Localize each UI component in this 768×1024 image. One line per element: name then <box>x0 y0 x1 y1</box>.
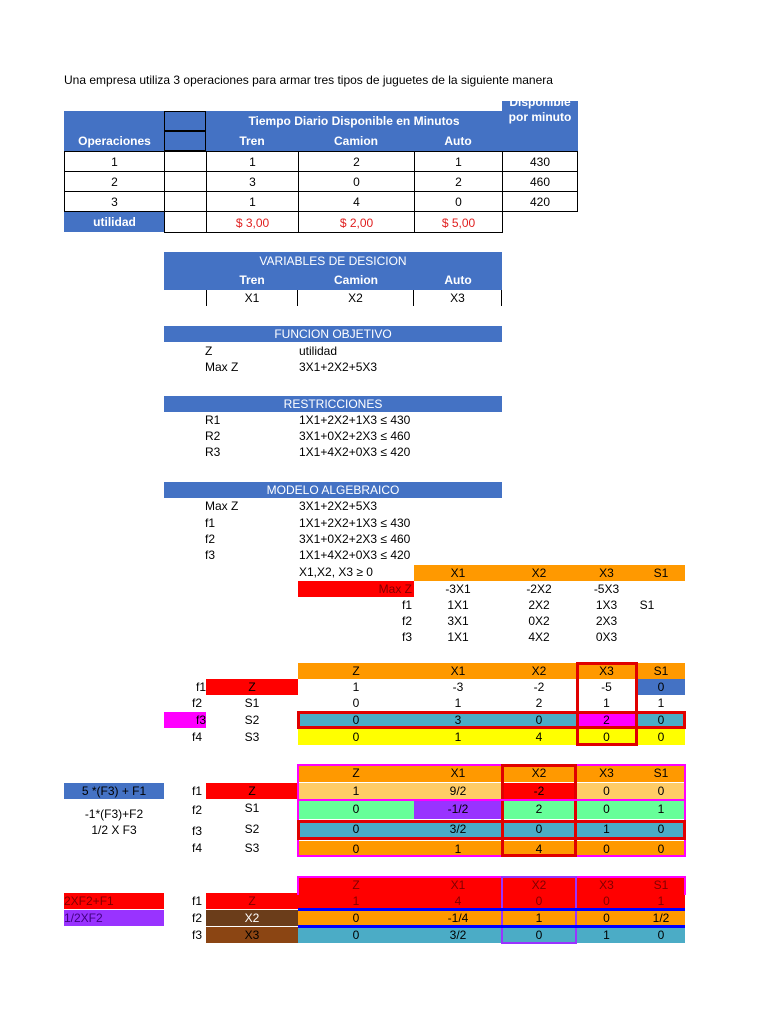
table1-row3-auto: 0 <box>414 191 503 212</box>
t3-cell: -1/4 <box>414 910 502 926</box>
table1-row1-blank <box>164 151 207 172</box>
restriccion-label: R1 <box>205 413 221 427</box>
std-cell: S1 <box>639 598 655 612</box>
std-header-x3: X3 <box>576 565 637 581</box>
t3-row-f: f1 <box>192 894 203 908</box>
t3-cell: 1 <box>637 893 685 909</box>
t3-cell: 3/2 <box>414 927 502 943</box>
table1-row3-disp: 420 <box>502 191 578 212</box>
t3-header-x1: X1 <box>414 877 502 893</box>
t2-cell: 2 <box>502 801 576 819</box>
t2-row-f: f2 <box>192 803 203 817</box>
std-cell: 1X1 <box>447 630 469 644</box>
t1-cell: 4 <box>502 729 576 745</box>
t1-row-basis: Z <box>206 679 298 695</box>
t2-cell: 0 <box>637 841 685 856</box>
t1-cell: 0 <box>298 729 414 745</box>
t3-row-basis: X3 <box>206 927 298 943</box>
table1-row1-tren: 1 <box>206 151 299 172</box>
std-row-label: f1 <box>401 598 412 612</box>
t1-cell: 0 <box>637 679 685 695</box>
t1-cell: 0 <box>576 729 637 745</box>
t2-header-x3: X3 <box>576 765 637 782</box>
restriccion-value: 3X1+0X2+2X3 ≤ 460 <box>299 429 411 443</box>
t1-header-x2: X2 <box>502 663 576 679</box>
t3-row-basis: X2 <box>206 910 298 926</box>
table1-row1-camion: 2 <box>298 151 415 172</box>
std-cell: -3X1 <box>445 582 471 596</box>
t3-op-1: 2XF2+F1 <box>64 893 164 909</box>
t2-cell: 4 <box>502 841 576 856</box>
t2-cell: 9/2 <box>414 783 502 799</box>
variables-col-tren: Tren <box>206 270 298 290</box>
t1-cell: -2 <box>533 680 545 694</box>
t1-cell: 1 <box>352 680 360 694</box>
table1-row2-auto: 2 <box>414 171 503 192</box>
t1-cell: 0 <box>298 712 414 728</box>
table1-col-tren: Tren <box>206 131 298 151</box>
t1-row-f: f1 <box>195 680 206 694</box>
std-cell: -2X2 <box>526 582 552 596</box>
t2-row-basis: S2 <box>244 822 260 836</box>
restriccion-label: R2 <box>205 429 221 443</box>
t3-op-2: 1/2XF2 <box>64 910 164 926</box>
t3-header-x3: X3 <box>576 877 637 893</box>
t2-cell: 0 <box>637 821 685 839</box>
t3-cell: 0 <box>637 927 685 943</box>
modelo-value: 3X1+2X2+5X3 <box>299 499 378 513</box>
t1-cell: 0 <box>352 696 360 710</box>
t1-cell: 3 <box>414 712 502 728</box>
t2-header-s1: S1 <box>637 765 685 782</box>
t2-cell: 0 <box>502 821 576 839</box>
std-cell: 4X2 <box>528 630 550 644</box>
t2-op-3: 1/2 X F3 <box>91 823 137 837</box>
t1-cell: -5 <box>601 680 612 694</box>
table1-row1-disp: 430 <box>502 151 578 172</box>
t2-row-f: f4 <box>192 841 203 855</box>
t2-row-basis: S3 <box>244 841 260 855</box>
table1-header-blank <box>64 111 165 131</box>
t3-cell: 1 <box>502 910 576 926</box>
t2-cell: 0 <box>576 783 637 799</box>
variables-col-blank <box>164 270 206 290</box>
t2-cell: 1 <box>298 783 414 799</box>
variables-x3: X3 <box>414 290 502 306</box>
variables-header: VARIABLES DE DESICION <box>164 252 502 270</box>
t1-row-basis: S2 <box>244 713 260 727</box>
t3-cell: 1 <box>298 893 414 909</box>
t1-cell: 1 <box>657 696 665 710</box>
modelo-label: f3 <box>205 548 216 562</box>
table1-row2-op: 2 <box>64 171 165 192</box>
table1-utilidad-label: utilidad <box>64 212 165 232</box>
t2-header-x2: X2 <box>502 765 576 782</box>
std-cell: 1X1 <box>447 598 469 612</box>
t1-cell: -3 <box>452 680 464 694</box>
t2-cell: -1/2 <box>414 801 502 819</box>
t3-header-z: Z <box>298 877 414 893</box>
table1-row2-camion: 0 <box>298 171 415 192</box>
t3-cell: 1/2 <box>637 910 685 926</box>
t1-row-basis: S1 <box>244 696 260 710</box>
table1-header-empty <box>164 111 206 131</box>
table1-col-auto: Auto <box>414 131 502 151</box>
modelo-label: f1 <box>205 516 216 530</box>
table1-row1-auto: 1 <box>414 151 503 172</box>
t2-cell: 0 <box>576 841 637 856</box>
t2-cell: 1 <box>637 801 685 819</box>
restriccion-value: 1X1+2X2+1X3 ≤ 430 <box>299 413 411 427</box>
t1-cell: 1 <box>603 696 610 710</box>
t2-cell: -2 <box>502 783 576 799</box>
table1-header-empty2 <box>164 131 206 151</box>
std-row-label: f2 <box>401 614 412 628</box>
std-header-x2: X2 <box>502 565 576 581</box>
t2-row-basis: S1 <box>244 801 260 815</box>
t1-header-z: Z <box>298 663 414 679</box>
restriccion-value: 1X1+4X2+0X3 ≤ 420 <box>299 445 411 459</box>
table1-utilidad-auto: $ 5,00 <box>414 211 503 233</box>
table1-utilidad-tren: $ 3,00 <box>206 211 299 233</box>
t2-cell: 1 <box>576 821 637 839</box>
modelo-label: f2 <box>205 532 216 546</box>
t3-cell: 0 <box>502 927 576 943</box>
t2-row-f: f3 <box>192 824 203 838</box>
table1-row3-tren: 1 <box>206 191 299 212</box>
modelo-label: Max Z <box>205 499 239 513</box>
table1-row2-disp: 460 <box>502 171 578 192</box>
table1-row3-blank <box>164 191 207 212</box>
t1-header-x1: X1 <box>414 663 502 679</box>
t3-cell: 0 <box>576 910 637 926</box>
std-header-s1: S1 <box>637 565 685 581</box>
std-header-x1: X1 <box>414 565 502 581</box>
modelo-nonneg: X1,X2, X3 ≥ 0 <box>299 565 373 579</box>
funcion-header: FUNCION OBJETIVO <box>164 326 502 342</box>
table1-header-operaciones: Operaciones <box>64 131 165 151</box>
variables-x1: X1 <box>206 290 298 306</box>
std-row-label: f3 <box>401 630 412 644</box>
t2-header-z: Z <box>298 765 414 782</box>
page-title: Una empresa utiliza 3 operaciones para armar tres tipos de juguetes de la siguiente manera <box>64 73 553 87</box>
funcion-z-value: utilidad <box>299 344 338 358</box>
t1-cell: 1 <box>454 696 462 710</box>
std-cell: 2X2 <box>528 598 550 612</box>
modelo-value: 1X1+2X2+1X3 ≤ 430 <box>299 516 411 530</box>
t1-pivot-cell: 2 <box>576 712 637 728</box>
std-cell: 3X1 <box>447 614 469 628</box>
t2-cell: 0 <box>298 801 414 819</box>
t1-cell: 1 <box>414 729 502 745</box>
funcion-maxz-value: 3X1+2X2+5X3 <box>299 360 378 374</box>
t1-cell: 0 <box>502 712 576 728</box>
t2-cell: 1 <box>414 841 502 856</box>
std-cell: 2X3 <box>595 614 618 628</box>
restriccion-label: R3 <box>205 445 221 459</box>
t2-row-f: f1 <box>192 784 203 798</box>
t3-row-basis: Z <box>206 893 298 909</box>
table1-col-camion: Camion <box>298 131 414 151</box>
std-cell: 0X3 <box>595 630 618 644</box>
table1-row3-op: 3 <box>64 191 165 212</box>
t1-header-x3: X3 <box>576 663 637 679</box>
t3-row-f: f3 <box>192 928 203 942</box>
variables-x2: X2 <box>298 290 414 306</box>
restricciones-header: RESTRICCIONES <box>164 396 502 412</box>
table1-col-disp-bottom <box>502 131 578 151</box>
t2-op-2: -1*(F3)+F2 <box>84 807 144 821</box>
modelo-value: 3X1+0X2+2X3 ≤ 460 <box>299 532 411 546</box>
modelo-value: 1X1+4X2+0X3 ≤ 420 <box>299 548 411 562</box>
funcion-z-label: Z <box>205 344 213 358</box>
table1-header-disp-cut: Disponible <box>509 95 571 109</box>
t3-cell: 0 <box>298 910 414 926</box>
t3-cell: 0 <box>576 893 637 909</box>
std-cell: -5X3 <box>593 582 620 596</box>
t3-header-x2: X2 <box>502 877 576 893</box>
variables-col-camion: Camion <box>298 270 414 290</box>
t3-cell: 0 <box>502 893 576 909</box>
modelo-header: MODELO ALGEBRAICO <box>164 482 502 498</box>
t3-cell: 4 <box>414 893 502 909</box>
t3-cell: 1 <box>576 927 637 943</box>
t2-cell: 0 <box>298 821 414 839</box>
t1-row-f: f2 <box>192 696 203 710</box>
table1-row2-blank <box>164 171 207 192</box>
t2-header-x1: X1 <box>414 765 502 782</box>
t2-op-1: 5 *(F3) + F1 <box>64 783 164 799</box>
table1-utilidad-camion: $ 2,00 <box>298 211 415 233</box>
t3-header-s1: S1 <box>637 877 685 893</box>
funcion-maxz-label: Max Z <box>205 360 239 374</box>
t1-row-basis: S3 <box>244 730 260 744</box>
std-cell: 0X2 <box>528 614 550 628</box>
t3-cell: 0 <box>298 927 414 943</box>
table1-row2-tren: 3 <box>206 171 299 192</box>
table1-row1-op: 1 <box>64 151 165 172</box>
t3-row-f: f2 <box>192 911 203 925</box>
std-cell: 1X3 <box>595 598 618 612</box>
t2-cell: 0 <box>576 801 637 819</box>
t1-row-f: f4 <box>192 730 203 744</box>
t2-cell: 0 <box>637 783 685 799</box>
t1-cell: 0 <box>637 729 685 745</box>
variables-col-auto: Auto <box>414 270 502 290</box>
t1-cell: 0 <box>637 712 685 728</box>
t1-row-f: f3 <box>164 712 206 728</box>
table1-row3-camion: 4 <box>298 191 415 212</box>
t2-row-basis: Z <box>206 783 298 799</box>
table1-header-disp <box>502 95 578 131</box>
table1-header-disp-label: por minuto <box>508 110 572 124</box>
t1-cell: 2 <box>535 696 543 710</box>
table1-header-top: Tiempo Diario Disponible en Minutos <box>206 111 502 131</box>
t2-cell: 0 <box>298 841 414 856</box>
t2-cell: 3/2 <box>414 821 502 839</box>
table1-utilidad-blank <box>164 211 207 233</box>
t1-header-s1: S1 <box>637 663 685 679</box>
std-row-maxz: Max Z <box>298 581 414 597</box>
